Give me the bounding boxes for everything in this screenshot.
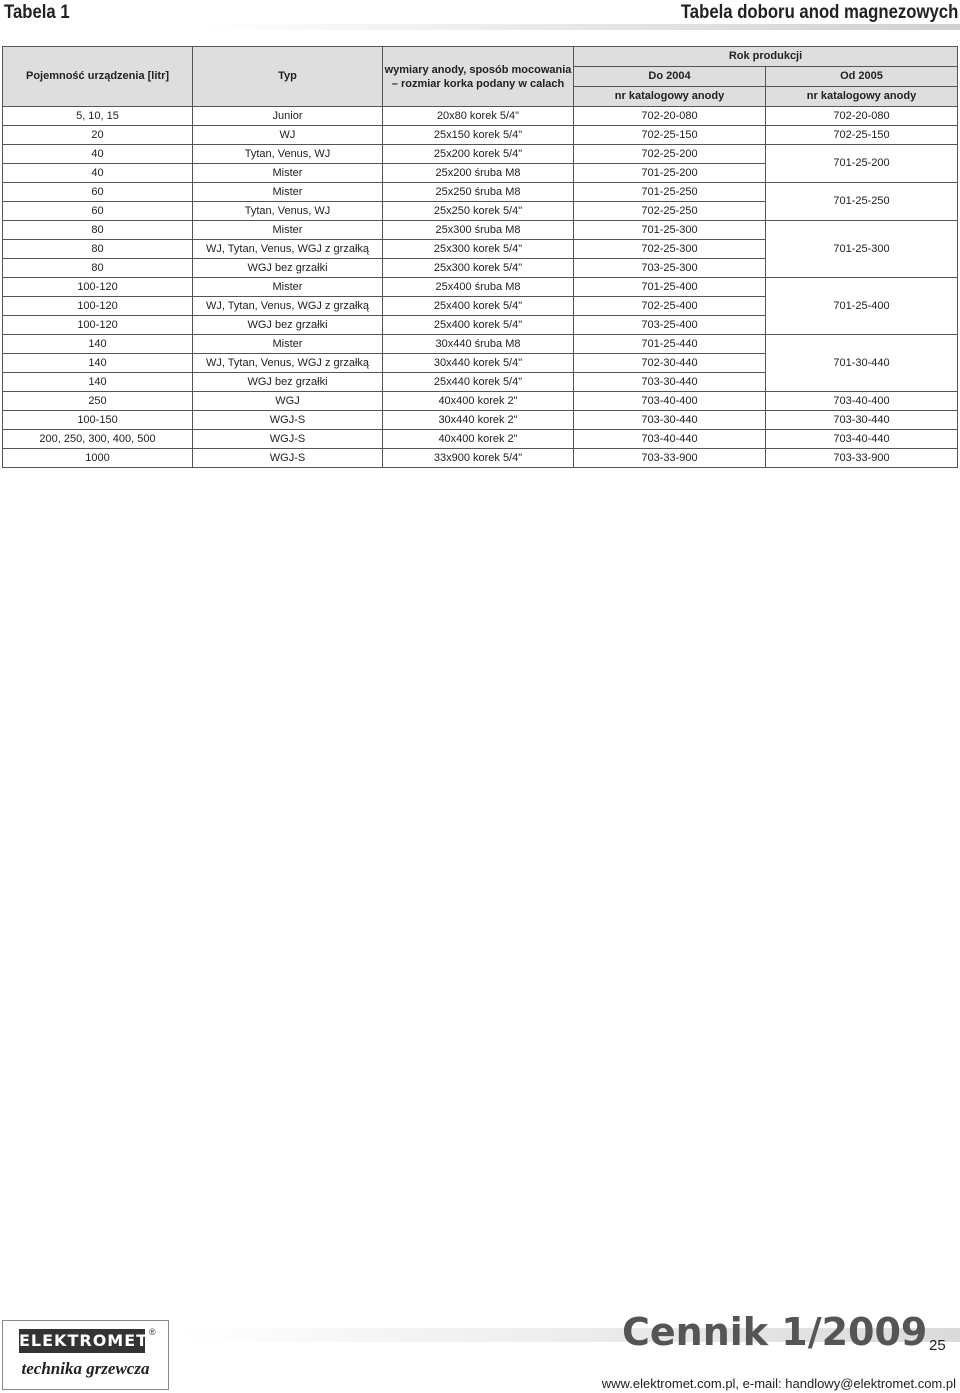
cell-dimensions: 40x400 korek 2": [383, 392, 574, 411]
cell-catalog-a: 701-25-440: [574, 335, 766, 354]
header-capacity: Pojemność urządzenia [litr]: [3, 47, 193, 107]
header-type: Typ: [193, 47, 383, 107]
cell-capacity: 60: [3, 183, 193, 202]
table-row: [3, 449, 958, 468]
cell-type: Junior: [193, 107, 383, 126]
cell-catalog-b: 701-25-200: [766, 145, 958, 183]
header-catalog-b: nr katalogowy anody: [766, 87, 958, 107]
cell-capacity: 140: [3, 335, 193, 354]
cell-catalog-a: 703-30-440: [574, 373, 766, 392]
cell-catalog-b: 703-30-440: [766, 411, 958, 430]
cell-type: Mister: [193, 221, 383, 240]
logo-wordmark: ELEKTROMET: [19, 1329, 145, 1353]
cell-catalog-a: 703-30-440: [574, 411, 766, 430]
page-header: [0, 0, 960, 30]
cell-catalog-b: 701-25-400: [766, 278, 958, 335]
cell-dimensions: 30x440 korek 5/4": [383, 354, 574, 373]
cell-dimensions: 33x900 korek 5/4": [383, 449, 574, 468]
cell-catalog-a: 701-25-200: [574, 164, 766, 183]
cell-capacity: 20: [3, 126, 193, 145]
cell-type: Mister: [193, 278, 383, 297]
header-dimensions-line2: – rozmiar korka podany w calach: [391, 77, 565, 90]
cell-dimensions: 25x200 korek 5/4": [383, 145, 574, 164]
anode-table: [2, 46, 958, 468]
cell-type: WGJ: [193, 392, 383, 411]
cell-capacity: 100-120: [3, 316, 193, 335]
cell-catalog-a: 703-25-300: [574, 259, 766, 278]
cell-dimensions: 40x400 korek 2": [383, 430, 574, 449]
cell-catalog-b: 701-30-440: [766, 335, 958, 392]
cell-type: WGJ-S: [193, 430, 383, 449]
header-dimensions: [383, 47, 574, 107]
cell-catalog-a: 702-25-200: [574, 145, 766, 164]
cell-catalog-a: 703-40-400: [574, 392, 766, 411]
page-footer: [0, 1310, 960, 1393]
cell-catalog-b: 701-25-300: [766, 221, 958, 278]
table-number: Tabela 1: [4, 2, 70, 23]
cell-dimensions: 25x200 śruba M8: [383, 164, 574, 183]
table-row: [3, 392, 958, 411]
cell-catalog-b: 702-25-150: [766, 126, 958, 145]
cell-catalog-a: 702-20-080: [574, 107, 766, 126]
cell-catalog-a: 702-30-440: [574, 354, 766, 373]
cell-dimensions: 25x300 śruba M8: [383, 221, 574, 240]
cell-type: WGJ-S: [193, 411, 383, 430]
contact-line: www.elektromet.com.pl, e-mail: handlowy@elektromet.com.pl: [601, 1376, 956, 1391]
cell-catalog-b: 701-25-250: [766, 183, 958, 221]
cell-dimensions: 20x80 korek 5/4": [383, 107, 574, 126]
cell-capacity: 40: [3, 164, 193, 183]
cell-catalog-a: 701-25-400: [574, 278, 766, 297]
cell-catalog-a: 703-33-900: [574, 449, 766, 468]
cell-catalog-a: 702-25-250: [574, 202, 766, 221]
cell-type: WJ, Tytan, Venus, WGJ z grzałką: [193, 240, 383, 259]
header-dimensions-line1: wymiary anody, sposób mocowania: [384, 63, 572, 76]
header-gradient: [200, 24, 960, 30]
page-number: 25: [929, 1337, 946, 1354]
table-row: [3, 145, 958, 164]
cell-dimensions: 25x300 korek 5/4": [383, 259, 574, 278]
company-logo: [2, 1320, 169, 1390]
cell-catalog-b: 703-33-900: [766, 449, 958, 468]
cell-type: WGJ bez grzałki: [193, 316, 383, 335]
cell-type: WJ, Tytan, Venus, WGJ z grzałką: [193, 354, 383, 373]
cell-type: Mister: [193, 335, 383, 354]
cell-type: Tytan, Venus, WJ: [193, 145, 383, 164]
cell-capacity: 100-150: [3, 411, 193, 430]
table-row: [3, 221, 958, 240]
cell-catalog-a: 703-25-400: [574, 316, 766, 335]
cell-catalog-a: 702-25-400: [574, 297, 766, 316]
cell-catalog-a: 701-25-300: [574, 221, 766, 240]
cell-capacity: 80: [3, 240, 193, 259]
header-from-2005: Od 2005: [766, 67, 958, 87]
table-row: [3, 183, 958, 202]
table-row: [3, 430, 958, 449]
cell-catalog-a: 701-25-250: [574, 183, 766, 202]
cell-catalog-a: 702-25-150: [574, 126, 766, 145]
cell-dimensions: 25x440 korek 5/4": [383, 373, 574, 392]
cell-catalog-b: 702-20-080: [766, 107, 958, 126]
cell-capacity: 80: [3, 259, 193, 278]
table-row: [3, 335, 958, 354]
table-row: [3, 126, 958, 145]
cell-type: WGJ bez grzałki: [193, 259, 383, 278]
table-row: [3, 107, 958, 126]
cell-capacity: 250: [3, 392, 193, 411]
cell-capacity: 40: [3, 145, 193, 164]
cell-dimensions: 25x400 korek 5/4": [383, 316, 574, 335]
cell-capacity: 140: [3, 373, 193, 392]
cell-dimensions: 25x150 korek 5/4": [383, 126, 574, 145]
price-list-title: Cennik 1/2009: [622, 1310, 928, 1354]
header-year-group: Rok produkcji: [574, 47, 958, 67]
table-row: [3, 411, 958, 430]
cell-type: WJ, Tytan, Venus, WGJ z grzałką: [193, 297, 383, 316]
cell-dimensions: 25x250 śruba M8: [383, 183, 574, 202]
table-title: Tabela doboru anod magnezowych: [680, 2, 958, 23]
cell-capacity: 100-120: [3, 278, 193, 297]
cell-dimensions: 30x440 korek 2": [383, 411, 574, 430]
header-to-2004: Do 2004: [574, 67, 766, 87]
cell-catalog-b: 703-40-400: [766, 392, 958, 411]
cell-type: WJ: [193, 126, 383, 145]
cell-capacity: 200, 250, 300, 400, 500: [3, 430, 193, 449]
cell-capacity: 100-120: [3, 297, 193, 316]
header-catalog-a: nr katalogowy anody: [574, 87, 766, 107]
logo-tagline: technika grzewcza: [21, 1359, 150, 1378]
cell-type: Tytan, Venus, WJ: [193, 202, 383, 221]
cell-capacity: 80: [3, 221, 193, 240]
cell-capacity: 140: [3, 354, 193, 373]
cell-type: WGJ bez grzałki: [193, 373, 383, 392]
cell-capacity: 60: [3, 202, 193, 221]
table-row: [3, 278, 958, 297]
cell-dimensions: 25x300 korek 5/4": [383, 240, 574, 259]
cell-dimensions: 25x250 korek 5/4": [383, 202, 574, 221]
registered-mark: ®: [149, 1327, 156, 1337]
cell-catalog-b: 703-40-440: [766, 430, 958, 449]
cell-capacity: 5, 10, 15: [3, 107, 193, 126]
cell-catalog-a: 702-25-300: [574, 240, 766, 259]
cell-type: Mister: [193, 183, 383, 202]
cell-dimensions: 25x400 korek 5/4": [383, 297, 574, 316]
cell-capacity: 1000: [3, 449, 193, 468]
cell-dimensions: 25x400 śruba M8: [383, 278, 574, 297]
cell-type: Mister: [193, 164, 383, 183]
cell-type: WGJ-S: [193, 449, 383, 468]
cell-catalog-a: 703-40-440: [574, 430, 766, 449]
cell-dimensions: 30x440 śruba M8: [383, 335, 574, 354]
